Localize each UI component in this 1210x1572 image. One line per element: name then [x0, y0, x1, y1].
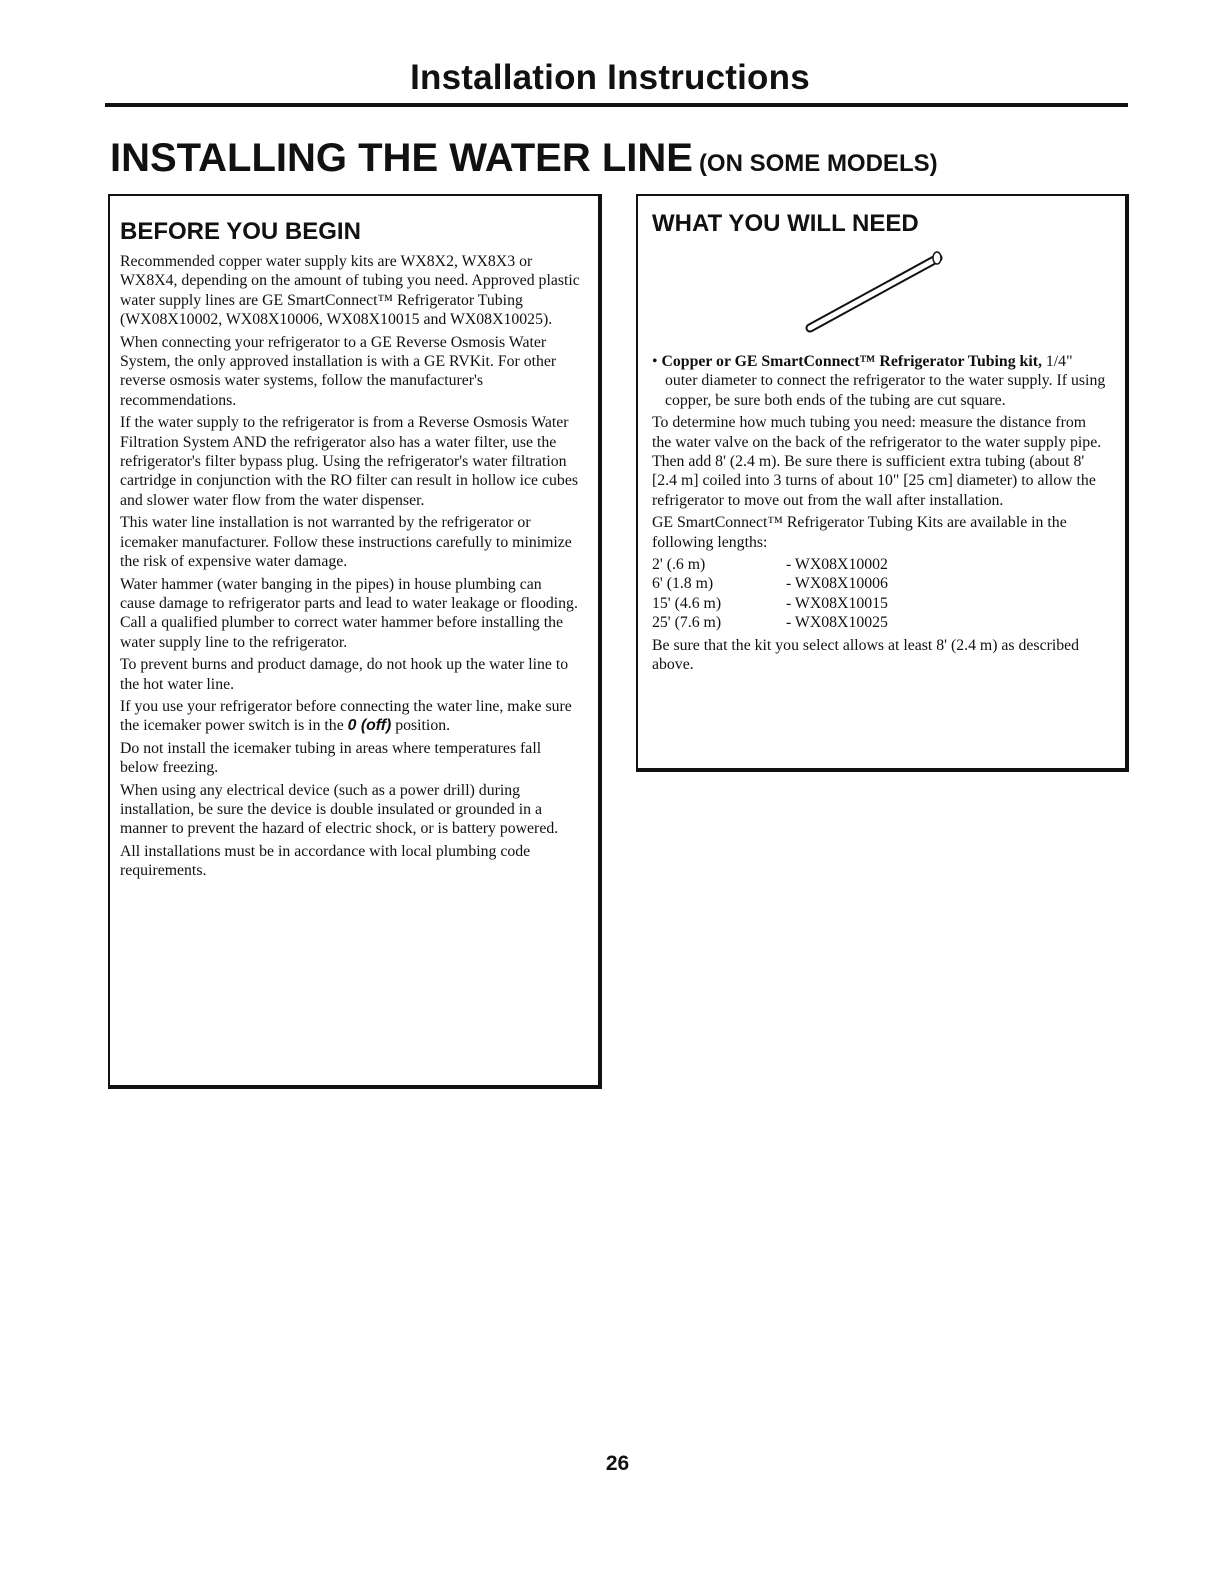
tubing-kit-description: 1/4" outer diameter to connect the refrigerator to the water supply. If using copper, be sure both ends of the tubing are cut square. [665, 353, 1106, 409]
tubing-kit-name: Copper or GE SmartConnect™ Refrigerator Tubing kit, [661, 353, 1042, 370]
page-number: 26 [605, 1452, 630, 1475]
paragraph: When using any electrical device (such as a power drill) during installation, be sure the device is double insulated or grounded in a manner to prevent the hazard of electric shock, or is battery powered. [120, 781, 559, 838]
table-row [652, 613, 888, 632]
tubing-icon [800, 248, 950, 338]
paragraph: To prevent burns and product damage, do not hook up the water line to the hot water line. [120, 656, 569, 693]
section-title [110, 136, 938, 181]
paragraph: This water line installation is not warranted by the refrigerator or icemaker manufacturer. Follow these instructions carefully to minimize the risk of expensive water damage. [120, 514, 572, 571]
section-title-main: INSTALLING THE WATER LINE [110, 136, 693, 180]
paragraph: Be sure that the kit you select allows at least 8' (2.4 m) as described above. [652, 636, 1080, 674]
kit-length: 15' (4.6 m) [652, 594, 722, 612]
what-you-will-need-heading: WHAT YOU WILL NEED [652, 210, 919, 237]
page-header-title: Installation Instructions [410, 58, 810, 97]
kit-part: - WX08X10006 [786, 575, 888, 593]
table-row [652, 555, 888, 574]
table-row [652, 574, 888, 593]
paragraph: Do not install the icemaker tubing in areas where temperatures fall below freezing. [120, 739, 542, 777]
kit-length: 6' (1.8 m) [652, 575, 714, 593]
before-you-begin-body [120, 252, 580, 881]
table-row [652, 594, 888, 613]
paragraph: If the water supply to the refrigerator is from a Reverse Osmosis Water Filtration System AND the refrigerator also has a water filter, use the refrigerator's filter bypass plug. Using the refrigerator's water filtration cartridge in conjunction with the RO filter can result in hollow ice cubes and slower water flow from the water dispenser. [120, 414, 578, 509]
off-position-emphasis: 0 (off) [347, 717, 392, 735]
paragraph: When connecting your refrigerator to a GE Reverse Osmosis Water System, the only approved installation is with a GE RVKit. For other reverse osmosis water systems, follow the manufacturer's recommendations. [120, 333, 557, 409]
kit-length: 25' (7.6 m) [652, 614, 722, 632]
kit-lengths-table [652, 555, 888, 633]
kit-part: - WX08X10015 [786, 594, 888, 612]
paragraph: Recommended copper water supply kits are WX8X2, WX8X3 or WX8X4, depending on the amount of tubing you need. Approved plastic water supply lines are GE SmartConnect™ Refrigerator Tubing (WX08X10002, WX08X10006, WX08X10015 and WX08X10025). [120, 253, 580, 329]
icemaker-note [120, 697, 580, 736]
icemaker-note-text: If you use your refrigerator before connecting the water line, make sure the icemaker power switch is in the [120, 697, 572, 735]
tubing-kit-bullet: • Copper or GE SmartConnect™ Refrigerator Tubing kit, 1/4" outer diameter to connect the refrigerator to the water supply. If using copper, be sure both ends of the tubing are cut square. [652, 353, 1106, 409]
kit-part: - WX08X10025 [786, 614, 888, 632]
paragraph: GE SmartConnect™ Refrigerator Tubing Kits are available in the following lengths: [652, 514, 1067, 551]
what-you-will-need-box [636, 194, 1129, 772]
kit-length: 2' (.6 m) [652, 556, 706, 574]
paragraph: All installations must be in accordance with local plumbing code requirements. [120, 842, 531, 880]
icemaker-note-text-end: position. [391, 717, 451, 735]
what-you-will-need-body [652, 352, 1107, 675]
before-you-begin-heading: BEFORE YOU BEGIN [120, 218, 361, 245]
paragraph: Water hammer (water banging in the pipes) in house plumbing can cause damage to refrigerator parts and lead to water leakage or flooding. Call a qualified plumber to correct water hammer before installing the water supply line to the refrigerator. [120, 575, 578, 651]
header-rule [105, 103, 1128, 107]
before-you-begin-box [108, 194, 602, 1089]
kit-part: - WX08X10002 [786, 556, 888, 574]
section-title-subtitle: (ON SOME MODELS) [698, 150, 938, 177]
paragraph: To determine how much tubing you need: measure the distance from the water valve on the back of the refrigerator to the water supply pipe. Then add 8' (2.4 m). Be sure there is sufficient extra tubing (about 8' [2.4 m] coiled into 3 turns of about 10" [25 cm] diameter) to allow the refrigerator to move out from the wall after installation. [652, 414, 1102, 509]
